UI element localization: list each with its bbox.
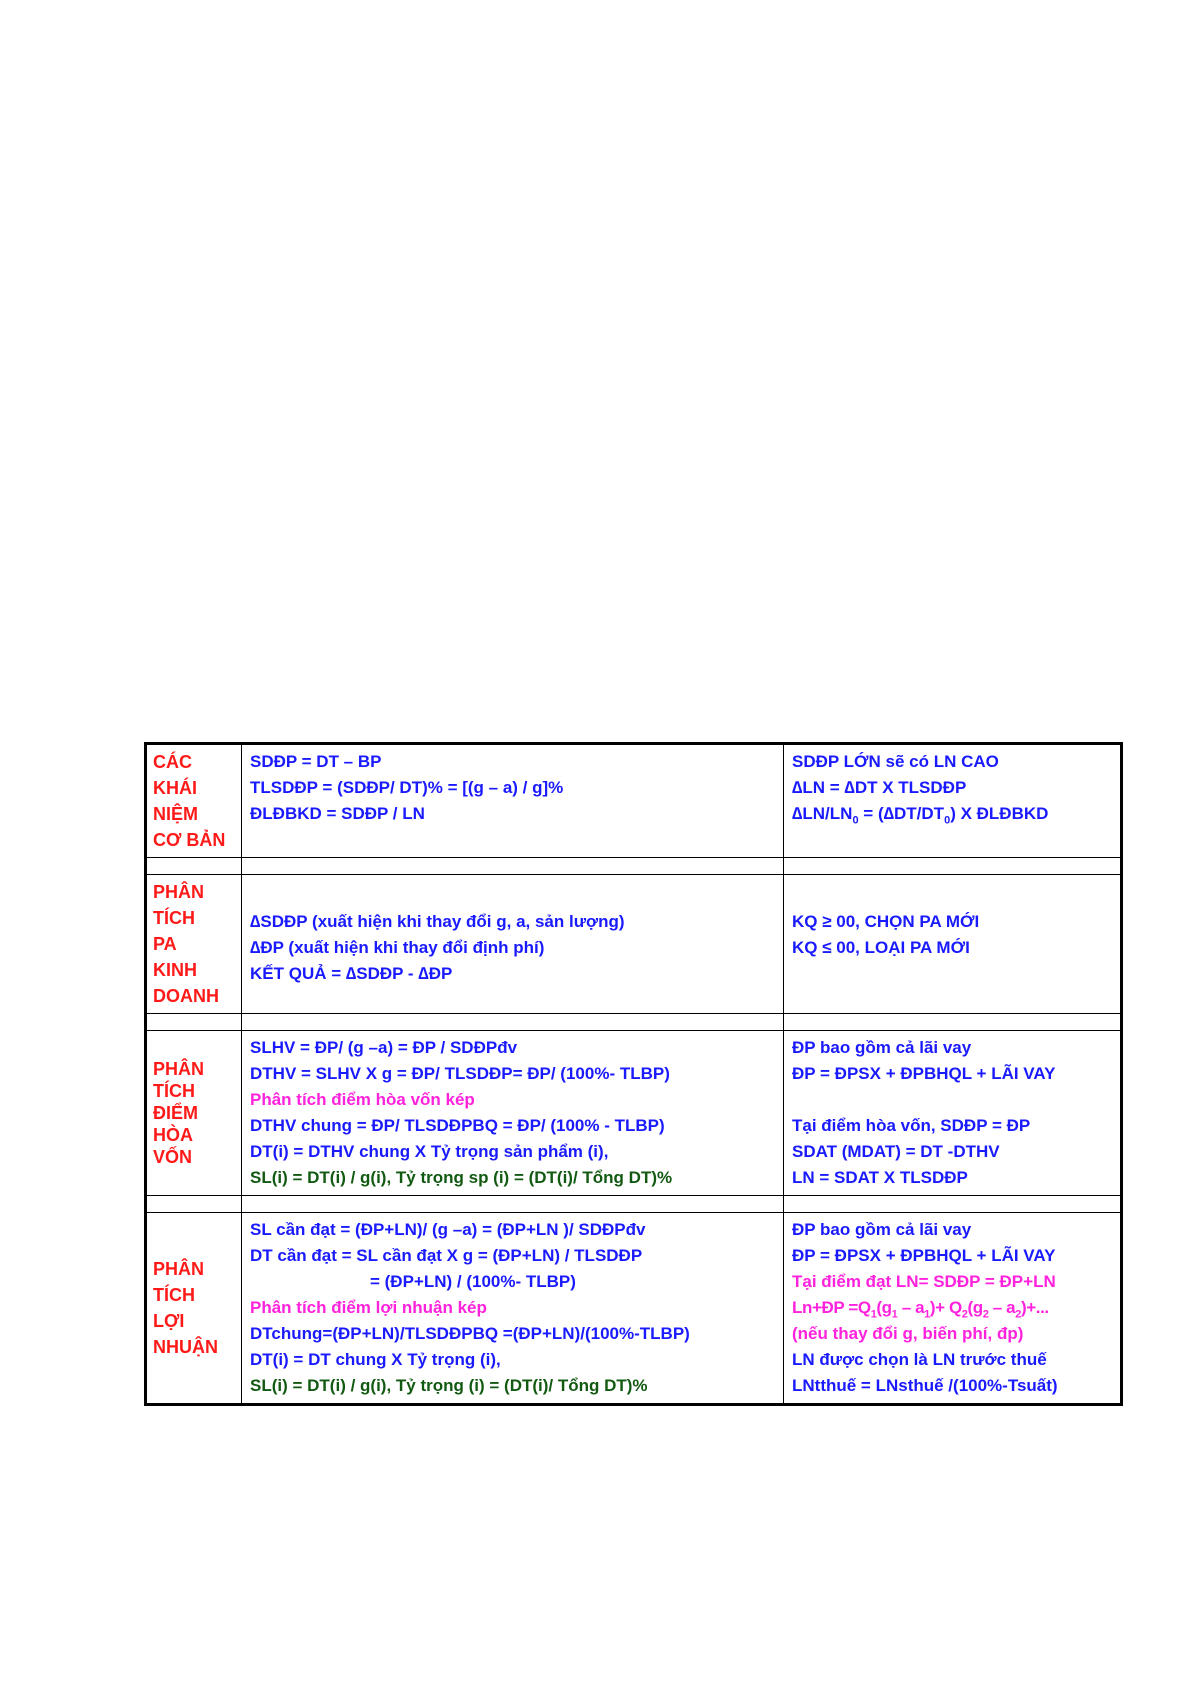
note-line: Tại điểm hòa vốn, SDĐP = ĐP	[792, 1116, 1031, 1135]
subscript: 1	[870, 1308, 877, 1321]
formula-cell	[242, 1213, 784, 1405]
category-line: PA	[153, 934, 177, 954]
spacer-cell	[784, 1196, 1122, 1213]
note-line: LN được chọn là LN trước thuế	[792, 1350, 1047, 1369]
category-line: NHUẬN	[153, 1337, 218, 1357]
formula-line: DTHV chung = ĐP/ TLSDĐPBQ = ĐP/ (100% - TLBP)	[250, 1116, 665, 1135]
subsection-heading: Phân tích điểm lợi nhuận kép	[250, 1298, 487, 1317]
note-text: )+ Q	[929, 1298, 962, 1317]
note-line: ĐP bao gồm cả lãi vay	[792, 1220, 972, 1239]
category-line: TÍCH	[153, 1081, 195, 1101]
category-line: PHÂN	[153, 1259, 205, 1279]
subscript: 1	[924, 1308, 930, 1321]
formula-line: ĐLĐBKD = SDĐP / LN	[250, 804, 425, 823]
note-line: ĐP bao gồm cả lãi vay	[792, 1038, 972, 1057]
category-line: ĐIỂM	[153, 1103, 198, 1123]
subscript: 0	[852, 814, 859, 827]
formula-line: KẾT QUẢ = ∆SDĐP - ∆ĐP	[250, 964, 453, 983]
formula-line: SL cần đạt = (ĐP+LN)/ (g –a) = (ĐP+LN )/ SDĐPđv	[250, 1220, 646, 1239]
formula-line: DTchung=(ĐP+LN)/TLSDĐPBQ =(ĐP+LN)/(100%-TLBP)	[250, 1324, 690, 1343]
spacer-cell	[146, 1014, 242, 1031]
section-row-break-even	[146, 1031, 1122, 1196]
note-text: (g	[967, 1298, 983, 1317]
spacer-row	[146, 1196, 1122, 1213]
formula-line: SL(i) = DT(i) / g(i), Tỷ trọng (i) = (DT(i)/ Tổng DT)%	[250, 1376, 648, 1395]
note-cell	[784, 1031, 1122, 1196]
note-line: ĐP = ĐPSX + ĐPBHQL + LÃI VAY	[792, 1246, 1056, 1265]
note-line: ∆LN = ∆DT X TLSDĐP	[792, 778, 967, 797]
note-line: KQ ≥ 00, CHỌN PA MỚI	[792, 912, 980, 931]
note-text: )+...	[1020, 1298, 1049, 1317]
spacer-cell	[242, 1196, 784, 1213]
category-line: HÒA	[153, 1125, 193, 1145]
spacer-cell	[242, 1014, 784, 1031]
formula-line: ∆ĐP (xuất hiện khi thay đổi định phí)	[250, 938, 545, 957]
formula-line: ∆SDĐP (xuất hiện khi thay đổi g, a, sản lượng)	[250, 912, 625, 931]
subscript: 2	[1015, 1308, 1021, 1321]
category-cell	[146, 1031, 242, 1196]
spacer-cell	[784, 1014, 1122, 1031]
spacer-cell	[784, 858, 1122, 875]
formula-line: DT(i) = DTHV chung X Tỷ trọng sản phẩm (i),	[250, 1142, 609, 1161]
note-text: = (∆DT/DT	[858, 804, 945, 823]
category-cell	[146, 744, 242, 858]
note-text: ∆LN/LN	[792, 804, 853, 823]
note-text: ) X ĐLĐBKD	[950, 804, 1049, 823]
spacer-cell	[146, 858, 242, 875]
section-row-basic-concepts	[146, 744, 1122, 858]
note-text: (g	[876, 1298, 892, 1317]
spacer-row	[146, 858, 1122, 875]
note-text: Ln+ĐP =Q	[792, 1298, 871, 1317]
formula-line: SL(i) = DT(i) / g(i), Tỷ trọng sp (i) = (DT(i)/ Tổng DT)%	[250, 1168, 673, 1187]
category-line: TÍCH	[153, 1285, 195, 1305]
note-text: – a	[988, 1298, 1016, 1317]
formula-line: TLSDĐP = (SDĐP/ DT)% = [(g – a) / g]%	[250, 778, 564, 797]
formula-line: DT(i) = DT chung X Tỷ trọng (i),	[250, 1350, 501, 1369]
note-line: Tại điểm đạt LN= SDĐP = ĐP+LN	[792, 1272, 1056, 1291]
formula-line: = (ĐP+LN) / (100%- TLBP)	[370, 1272, 576, 1291]
spacer-row	[146, 1014, 1122, 1031]
category-cell	[146, 1213, 242, 1405]
category-line: PHÂN	[153, 882, 205, 902]
note-text: – a	[897, 1298, 925, 1317]
formula-cell	[242, 875, 784, 1014]
note-line	[792, 1295, 1112, 1321]
formula-line: SLHV = ĐP/ (g –a) = ĐP / SDĐPđv	[250, 1038, 518, 1057]
formula-cell	[242, 1031, 784, 1196]
note-line: SDĐP LỚN sẽ có LN CAO	[792, 752, 999, 771]
category-line: KINH	[153, 960, 197, 980]
note-line: LN = SDAT X TLSDĐP	[792, 1168, 968, 1187]
category-line: KHÁI	[153, 778, 197, 798]
formula-line: DT cần đạt = SL cần đạt X g = (ĐP+LN) / TLSDĐP	[250, 1246, 643, 1265]
section-row-business-plan	[146, 875, 1122, 1014]
category-line: NIỆM	[153, 804, 198, 824]
subscript: 2	[982, 1308, 989, 1321]
note-cell	[784, 875, 1122, 1014]
spacer-cell	[242, 858, 784, 875]
formula-line: DTHV = SLHV X g = ĐP/ TLSDĐP= ĐP/ (100%- TLBP)	[250, 1064, 670, 1083]
note-line: SDAT (MDAT) = DT -DTHV	[792, 1142, 1000, 1161]
category-line: TÍCH	[153, 908, 195, 928]
subscript: 2	[961, 1308, 968, 1321]
category-line: PHÂN	[153, 1059, 205, 1079]
note-line: (nếu thay đổi g, biến phí, đp)	[792, 1324, 1024, 1343]
note-cell	[784, 744, 1122, 858]
category-line: CƠ BẢN	[153, 830, 226, 850]
note-line: LNtthuế = LNsthuế /(100%-Tsuất)	[792, 1376, 1058, 1395]
formula-cell	[242, 744, 784, 858]
subsection-heading: Phân tích điểm hòa vốn kép	[250, 1090, 475, 1109]
category-line: DOANH	[153, 986, 219, 1006]
note-line	[792, 1087, 1112, 1113]
note-line	[792, 801, 1112, 827]
category-line: LỢI	[153, 1311, 185, 1331]
formula-table	[144, 742, 1123, 1406]
section-row-profit	[146, 1213, 1122, 1405]
subscript: 1	[891, 1308, 898, 1321]
note-line: KQ ≤ 00, LOẠI PA MỚI	[792, 938, 970, 957]
formula-line: SDĐP = DT – BP	[250, 752, 382, 771]
note-cell	[784, 1213, 1122, 1405]
spacer-cell	[146, 1196, 242, 1213]
subscript: 0	[944, 814, 951, 827]
category-cell	[146, 875, 242, 1014]
category-line: VỐN	[153, 1147, 193, 1167]
category-line: CÁC	[153, 752, 192, 772]
note-line: ĐP = ĐPSX + ĐPBHQL + LÃI VAY	[792, 1064, 1056, 1083]
